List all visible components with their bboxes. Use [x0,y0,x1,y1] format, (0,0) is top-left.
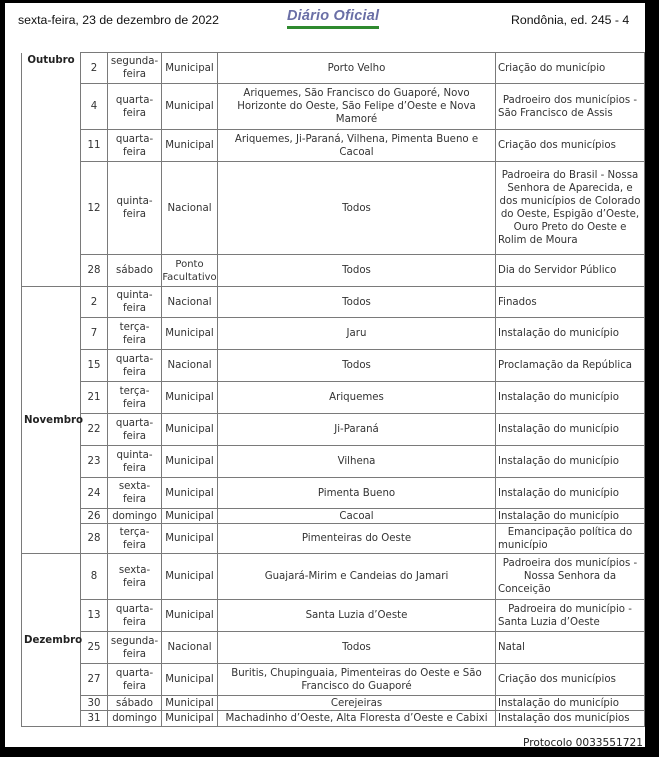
day-cell: 8 [81,554,108,600]
municipalities-cell: Pimenta Bueno [218,478,496,509]
holiday-type-cell: Municipal [162,554,218,600]
description-cell: Emancipação política do município [496,524,645,554]
description-cell: Instalação dos municípios [496,711,645,727]
holiday-type-cell: Nacional [162,350,218,382]
protocol-number: Protocolo 0033551721 [523,737,643,749]
description-cell: Dia do Servidor Público [496,255,645,287]
holiday-type-cell: Municipal [162,524,218,554]
table-row [22,600,645,632]
table-row [22,414,645,446]
description-cell: Instalação do município [496,696,645,711]
day-cell: 2 [81,53,108,84]
municipalities-cell: Todos [218,632,496,664]
day-cell: 2 [81,287,108,318]
weekday-cell: quarta- feira [108,600,162,632]
holiday-type-cell: Municipal [162,696,218,711]
weekday-cell: terça- feira [108,382,162,414]
table-row [22,554,645,600]
holiday-type-cell: Municipal [162,84,218,130]
weekday-cell: sábado [108,696,162,711]
table-row [22,318,645,350]
holiday-type-cell: Municipal [162,414,218,446]
holiday-type-cell: Municipal [162,664,218,696]
day-cell: 12 [81,162,108,255]
municipalities-cell: Ariquemes, São Francisco do Guaporé, Novo Horizonte do Oeste, São Felipe d’Oeste e Nova Mamoré [218,84,496,130]
day-cell: 13 [81,600,108,632]
description-cell: Proclamação da República [496,350,645,382]
day-cell: 21 [81,382,108,414]
description-cell: Instalação do município [496,414,645,446]
table-row [22,130,645,162]
weekday-cell: domingo [108,711,162,727]
table-row [22,382,645,414]
description-cell: Instalação do município [496,382,645,414]
day-cell: 4 [81,84,108,130]
table-row [22,711,645,727]
holiday-type-cell: Nacional [162,287,218,318]
day-cell: 22 [81,414,108,446]
month-label: Outubro [22,53,81,287]
description-cell: Finados [496,287,645,318]
holiday-type-cell: Municipal [162,478,218,509]
day-cell: 30 [81,696,108,711]
header-title: Diário Oficial [287,8,379,29]
document-page [5,3,645,747]
page-header [5,9,645,35]
table-row [22,696,645,711]
description-cell: Natal [496,632,645,664]
municipalities-cell: Machadinho d’Oeste, Alta Floresta d’Oeste e Cabixi [218,711,496,727]
weekday-cell: quinta- feira [108,446,162,478]
weekday-cell: segunda- feira [108,53,162,84]
municipalities-cell: Cacoal [218,509,496,524]
table-row [22,446,645,478]
description-cell: Padroeira do município - Santa Luzia d’Oeste [496,600,645,632]
table-row [22,84,645,130]
month-label: Novembro [22,287,81,554]
day-cell: 15 [81,350,108,382]
holiday-type-cell: Municipal [162,446,218,478]
table-row [22,162,645,255]
holidays-table [21,52,645,727]
weekday-cell: sexta- feira [108,478,162,509]
header-edition: Rondônia, ed. 245 - 4 [511,13,630,27]
description-cell: Padroeira dos municípios - Nossa Senhora da Conceição [496,554,645,600]
municipalities-cell: Santa Luzia d’Oeste [218,600,496,632]
day-cell: 31 [81,711,108,727]
table-row [22,664,645,696]
municipalities-cell: Jaru [218,318,496,350]
municipalities-cell: Ji-Paraná [218,414,496,446]
holiday-type-cell: Ponto Facultativo [162,255,218,287]
day-cell: 11 [81,130,108,162]
day-cell: 7 [81,318,108,350]
weekday-cell: quarta- feira [108,130,162,162]
description-cell: Criação do município [496,53,645,84]
description-cell: Instalação do município [496,509,645,524]
weekday-cell: terça- feira [108,318,162,350]
holiday-type-cell: Nacional [162,162,218,255]
holidays-table-body [22,53,645,727]
municipalities-cell: Buritis, Chupinguaia, Pimenteiras do Oeste e São Francisco do Guaporé [218,664,496,696]
day-cell: 24 [81,478,108,509]
description-cell: Padroeira do Brasil - Nossa Senhora de Aparecida, e dos municípios de Colorado do Oeste, Espigão d’Oeste, Ouro Preto do Oeste e Rolim de Moura [496,162,645,255]
holiday-type-cell: Municipal [162,130,218,162]
municipalities-cell: Porto Velho [218,53,496,84]
holiday-type-cell: Municipal [162,53,218,84]
municipalities-cell: Ariquemes, Ji-Paraná, Vilhena, Pimenta Bueno e Cacoal [218,130,496,162]
table-row [22,509,645,524]
weekday-cell: terça- feira [108,524,162,554]
day-cell: 27 [81,664,108,696]
day-cell: 28 [81,255,108,287]
day-cell: 28 [81,524,108,554]
day-cell: 25 [81,632,108,664]
day-cell: 26 [81,509,108,524]
holiday-type-cell: Municipal [162,711,218,727]
table-row [22,287,645,318]
month-label: Dezembro [22,554,81,727]
table-row [22,478,645,509]
holiday-type-cell: Municipal [162,600,218,632]
municipalities-cell: Cerejeiras [218,696,496,711]
description-cell: Criação dos municípios [496,664,645,696]
weekday-cell: quarta- feira [108,84,162,130]
municipalities-cell: Ariquemes [218,382,496,414]
description-cell: Instalação do município [496,446,645,478]
table-row [22,632,645,664]
weekday-cell: sexta- feira [108,554,162,600]
weekday-cell: quarta- feira [108,664,162,696]
description-cell: Instalação do município [496,478,645,509]
holiday-type-cell: Municipal [162,382,218,414]
holiday-type-cell: Nacional [162,632,218,664]
table-row [22,524,645,554]
municipalities-cell: Todos [218,287,496,318]
municipalities-cell: Vilhena [218,446,496,478]
municipalities-cell: Pimenteiras do Oeste [218,524,496,554]
header-date: sexta-feira, 23 de dezembro de 2022 [18,13,219,27]
weekday-cell: quarta- feira [108,414,162,446]
table-row [22,53,645,84]
description-cell: Padroeiro dos municípios - São Francisco de Assis [496,84,645,130]
day-cell: 23 [81,446,108,478]
weekday-cell: sábado [108,255,162,287]
table-row [22,255,645,287]
description-cell: Instalação do município [496,318,645,350]
weekday-cell: domingo [108,509,162,524]
weekday-cell: segunda- feira [108,632,162,664]
municipalities-cell: Todos [218,162,496,255]
weekday-cell: quinta- feira [108,287,162,318]
holiday-type-cell: Municipal [162,318,218,350]
holiday-type-cell: Municipal [162,509,218,524]
table-row [22,350,645,382]
municipalities-cell: Guajará-Mirim e Candeias do Jamari [218,554,496,600]
weekday-cell: quarta- feira [108,350,162,382]
municipalities-cell: Todos [218,350,496,382]
weekday-cell: quinta- feira [108,162,162,255]
municipalities-cell: Todos [218,255,496,287]
description-cell: Criação dos municípios [496,130,645,162]
